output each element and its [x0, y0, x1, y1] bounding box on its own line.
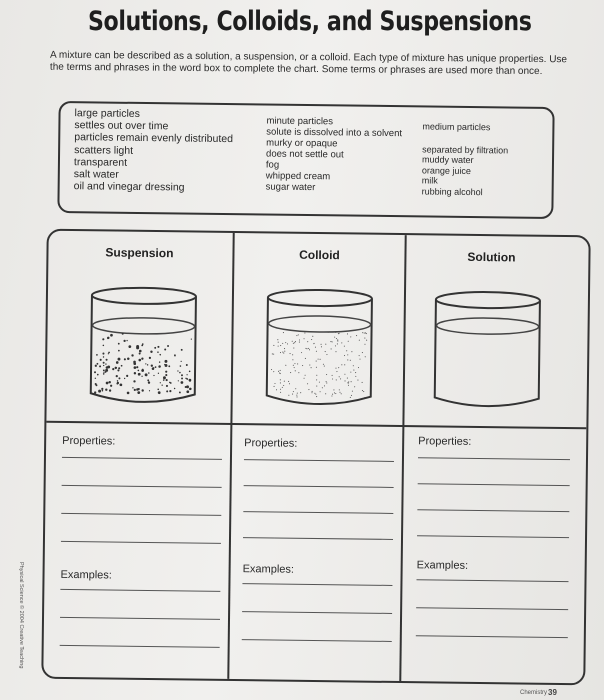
suspension-beaker-icon — [87, 285, 200, 408]
word-box-term: milk — [421, 175, 438, 186]
word-box-column-1 — [74, 107, 234, 194]
suspension-properties-label: Properties: — [62, 434, 116, 448]
word-box-column-2 — [266, 116, 403, 195]
word-box-term: transparent — [73, 155, 128, 169]
solution-examples-answer-line[interactable] — [417, 579, 569, 582]
word-box-term: minute particles — [266, 115, 334, 128]
page-number: 39 — [548, 688, 557, 697]
instructions-text: A mixture can be described as a solution, a suspension, or a colloid. Each type of mixture has unique properties. Use the terms and phrases in the word box to complete the chart. Some terms or phrases are used more than once. — [49, 49, 568, 77]
word-box-term: does not settle out — [266, 148, 344, 161]
solution-properties-answer-line[interactable] — [418, 457, 570, 460]
solution-properties-answer-line[interactable] — [418, 483, 570, 486]
colloid-properties-answer-line[interactable] — [243, 537, 393, 540]
word-box-term: settles out over time — [74, 119, 169, 133]
solution-examples-answer-line[interactable] — [416, 635, 568, 638]
word-box-column-3 — [422, 121, 509, 198]
colloid-properties-label: Properties: — [244, 437, 298, 450]
word-box-term: whipped cream — [265, 170, 331, 183]
word-box-term: muddy water — [421, 154, 474, 166]
word-box-term: orange juice — [421, 165, 471, 176]
word-box-term: solute is dissolved into a solvent — [266, 126, 403, 140]
colloid-properties-answer-line[interactable] — [243, 511, 393, 514]
word-box-term: rubbing alcohol — [421, 186, 483, 198]
colloid-examples-answer-line[interactable] — [242, 639, 392, 642]
colloid-properties-answer-line[interactable] — [244, 459, 394, 462]
suspension-examples-answer-line[interactable] — [60, 617, 220, 620]
solution-examples-label: Examples: — [416, 559, 469, 572]
heading-suspension: Suspension — [105, 245, 174, 261]
word-box-term: fog — [265, 159, 280, 171]
word-box-term: sugar water — [265, 181, 316, 194]
colloid-properties-answer-line[interactable] — [244, 485, 394, 488]
solution-properties-label: Properties: — [418, 435, 472, 448]
word-box-term: scatters light — [74, 143, 134, 157]
word-box-term: separated by filtration — [422, 144, 509, 156]
solution-properties-answer-line[interactable] — [417, 509, 569, 512]
footer-subject-label: Chemistry — [520, 690, 548, 696]
row-divider — [46, 421, 586, 429]
column-divider — [399, 235, 406, 681]
word-box-term: salt water — [73, 168, 119, 181]
solution-properties-answer-line[interactable] — [417, 535, 569, 538]
solution-examples-answer-line[interactable] — [416, 607, 568, 610]
column-divider — [227, 233, 234, 679]
word-box-term: murky or opaque — [266, 137, 338, 150]
word-box-term: medium particles — [422, 121, 491, 133]
suspension-examples-label: Examples: — [60, 568, 112, 582]
suspension-properties-answer-line[interactable] — [61, 541, 221, 544]
suspension-properties-answer-line[interactable] — [62, 457, 222, 460]
colloid-examples-answer-line[interactable] — [242, 611, 392, 614]
heading-colloid: Colloid — [299, 247, 340, 263]
mixture-chart — [41, 229, 590, 686]
word-box — [57, 101, 554, 219]
colloid-examples-label: Examples: — [242, 563, 295, 576]
suspension-examples-answer-line[interactable] — [60, 589, 220, 592]
word-box-term: oil and vinegar dressing — [73, 180, 185, 194]
word-box-term: particles remain evenly distributed — [74, 131, 234, 146]
suspension-properties-answer-line[interactable] — [62, 485, 222, 488]
suspension-examples-answer-line[interactable] — [60, 645, 220, 648]
word-box-term: large particles — [74, 107, 140, 120]
colloid-examples-answer-line[interactable] — [242, 583, 392, 586]
suspension-properties-answer-line[interactable] — [61, 513, 221, 516]
copyright-side-text: Physical Science © 2004 Creative Teaching — [18, 562, 24, 669]
solution-beaker-icon — [431, 289, 544, 412]
heading-solution: Solution — [467, 249, 516, 265]
page-title: Solutions, Colloids, and Suspensions — [88, 6, 532, 37]
colloid-beaker-icon — [263, 287, 376, 410]
